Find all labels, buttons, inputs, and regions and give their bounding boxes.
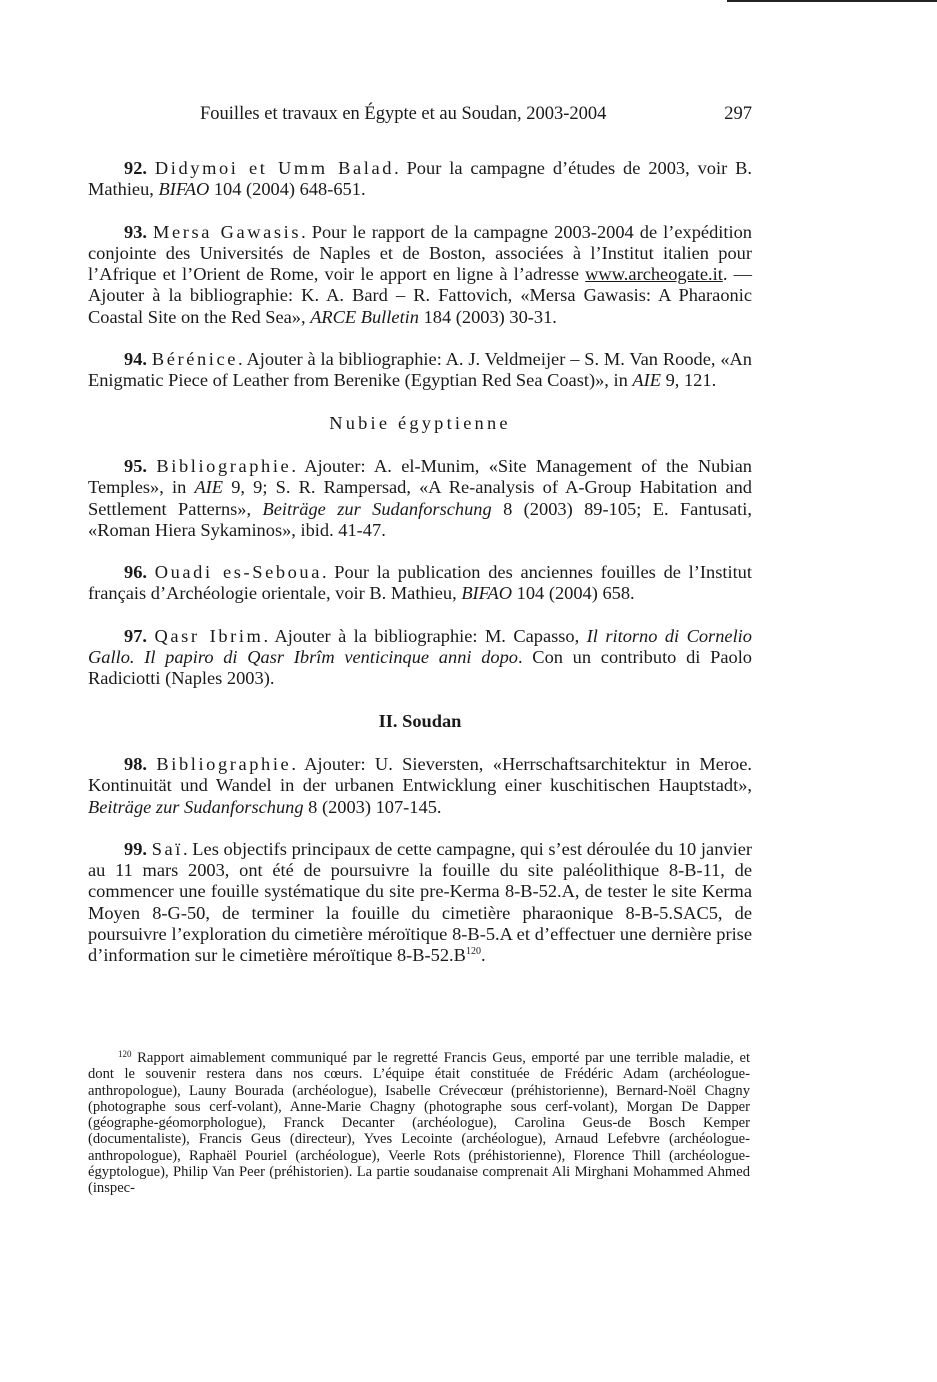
entry-93	[88, 222, 752, 328]
entry-number: 99.	[124, 838, 147, 859]
journal-title: ARCE Bulletin	[310, 306, 419, 327]
footnote-120	[88, 1050, 750, 1197]
footnote-text	[88, 1050, 750, 1197]
entry-text: . Ajouter: U. Sieversten, «Herrschaftsarchitektur in Meroe. Kontinuität und Wandel in der urbanen Entwicklung einer kuschitischen Hauptstadt»,	[88, 753, 752, 796]
running-header	[88, 104, 752, 128]
section-heading-nubie: Nubie égyptienne	[329, 412, 511, 433]
entry-97	[88, 626, 752, 690]
entry-96	[88, 562, 752, 605]
entry-text: 8 (2003) 107-145.	[303, 796, 442, 817]
entry-text: 9, 9; S. R. Rampersad, «A Re-analysis of A-Group Habitation and Settlement Patterns»,	[88, 477, 752, 519]
entry-text: .	[480, 945, 486, 966]
entry-text: . Con un contributo di Paolo Radiciotti (Naples 2003).	[88, 647, 752, 689]
journal-title: BIFAO	[158, 179, 210, 200]
entry-lemma: Bibliographie	[156, 753, 292, 774]
entry-number: 95.	[124, 455, 147, 476]
entry-92	[88, 158, 752, 201]
entry-text: 104 (2004) 658.	[512, 583, 635, 604]
entry-number: 93.	[124, 221, 147, 242]
entry-number: 97.	[124, 625, 147, 646]
entry-95	[88, 456, 752, 541]
entry-lemma: Didymoi et Umm Balad	[154, 158, 395, 178]
entry-text: 104 (2004) 648-651.	[209, 179, 366, 200]
journal-title: Beiträge zur Sudanforschung	[262, 498, 492, 519]
entry-lemma: Ouadi es-Seboua	[154, 562, 322, 583]
entry-98	[88, 754, 752, 818]
entry-lemma: Qasr Ibrim	[154, 625, 264, 646]
book-title: Il ritorno di Cornelio Gallo. Il papiro di Qasr Ibrîm venticinque anni dopo	[88, 625, 752, 668]
running-title: Fouilles et travaux en Égypte et au Soudan, 2003-2004	[200, 104, 607, 124]
entry-text: . Pour la campagne d’études de 2003, voir B. Mathieu,	[88, 158, 752, 200]
entry-text: . Ajouter à la bibliographie: A. J. Veldmeijer – S. M. Van Roode, «An Enigmatic Piece of Leather from Berenike (Egyptian Red Sea Coast)», in	[88, 349, 752, 391]
journal-title: BIFAO	[461, 583, 513, 604]
entry-lemma: Bérénice	[151, 349, 239, 370]
entry-99	[88, 839, 752, 967]
entry-number: 94.	[124, 349, 147, 370]
section-heading-soudan: II. Soudan	[378, 710, 462, 731]
journal-title: AIE	[194, 477, 224, 498]
main-text	[88, 158, 752, 988]
entry-lemma: Saï	[151, 838, 184, 859]
entry-number: 92.	[124, 158, 147, 178]
journal-title: Beiträge zur Sudanforschung	[88, 796, 304, 817]
footnote-reference: 120	[465, 946, 481, 958]
entry-text: 184 (2003) 30-31.	[418, 306, 557, 327]
web-link[interactable]: www.archeogate.it	[585, 264, 723, 285]
entry-text: . Pour la publication des anciennes fouilles de l’Institut français d’Archéologie orientale, voir B. Mathieu,	[88, 562, 752, 604]
top-edge-rule	[727, 0, 937, 2]
entry-lemma: Mersa Gawasis	[153, 221, 302, 242]
page-number: 297	[724, 104, 752, 124]
entry-text: 9, 121.	[661, 370, 717, 391]
entry-lemma: Bibliographie	[156, 455, 292, 476]
entry-text: . Les objectifs principaux de cette campagne, qui s’est déroulée du 10 janvier au 11 mars 2003, ont été de poursuivre la fouille du site paléolithique 8-B-11, de commencer une fouille systématique du site pre-Kerma 8-B-52.A, de tester le site Kerma Moyen 8-G-50, de terminer la fouille du cimetière pharaonique 8-B-5.SAC5, de poursuivre l’exploration du cimetière méroïtique 8-B-5.A et d’effectuer une dernière prise d’information sur le cimetière méroïtique 8-B-52.B	[88, 838, 752, 966]
entry-text: . Ajouter à la bibliographie: M. Capasso,	[263, 625, 587, 646]
entry-number: 98.	[124, 753, 147, 774]
entry-number: 96.	[124, 562, 147, 583]
journal-title: AIE	[632, 370, 661, 391]
entry-text: . Ajouter: A. el-Munim, «Site Management of the Nubian Temples», in	[88, 455, 752, 498]
entry-text: 8 (2003) 89-105; E. Fantusati, «Roman Hiera Sykaminos», ibid. 41-47.	[88, 498, 752, 540]
footnote-body: Rapport aimablement communiqué par le regretté Francis Geus, emporté par une terrible maladie, et dont le souvenir restera dans nos cœurs. L’équipe était constituée de Frédéric Adam (archéologue-anthropologue), Launy Bourada (archéologue), Isabelle Crévecœur (préhistorienne), Bernard-Noël Chagny (photographe sous cerf-volant), Anne-Marie Chagny (photographe sous cerf-volant), Morgan De Dapper (géographe-géomorphologue), Franck Decanter (archéologue), Carolina Geus-de Bosch Kemper (documentaliste), Francis Geus (directeur), Yves Lecointe (archéologue), Arnaud Lefebvre (archéologue-anthropologue), Raphaël Pouriel (archéologue), Veerle Rots (préhistorienne), Florence Thill (archéologue-égyptologue), Philip Van Peer (préhistorien). La partie soudanaise comprenait Ali Mirghani Mohammed Ahmed (inspec-	[88, 1050, 750, 1197]
entry-text: . — Ajouter à la bibliographie: K. A. Bard – R. Fattovich, «Mersa Gawasis: A Pharaonic Coastal Site on the Red Sea»,	[88, 264, 752, 327]
entry-94	[88, 349, 752, 392]
entry-text: . Pour le rapport de la campagne 2003-2004 de l’expédition conjointe des Universités de Naples et de Boston, associées à l’Institut italien pour l’Afrique et l’Orient de Rome, voir le apport en ligne à l’adresse	[88, 221, 752, 285]
footnote-mark: 120	[118, 1049, 132, 1059]
